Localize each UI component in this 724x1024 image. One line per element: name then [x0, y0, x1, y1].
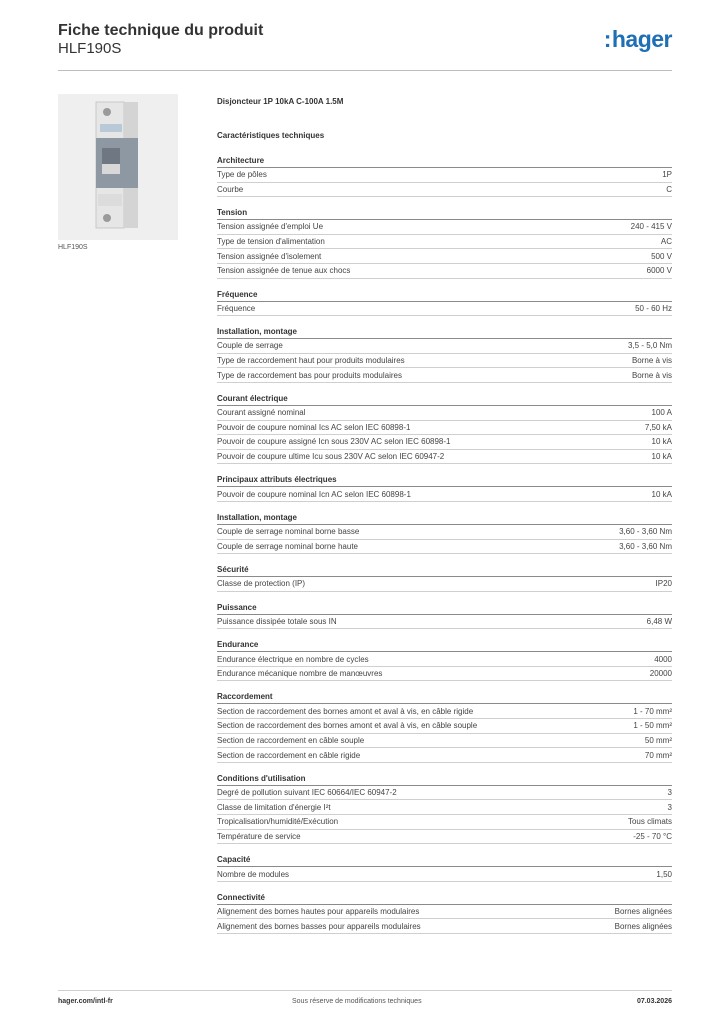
spec-value: 1P	[662, 170, 672, 180]
spec-group	[217, 853, 672, 882]
spec-value: C	[666, 184, 672, 194]
spec-row	[217, 577, 672, 592]
spec-group	[217, 690, 672, 762]
spec-value: 100 A	[651, 408, 672, 418]
spec-label: Classe de protection (IP)	[217, 579, 306, 589]
spec-label: Endurance électrique en nombre de cycles	[217, 654, 369, 664]
spec-group-title: Principaux attributs électriques	[217, 473, 672, 487]
spec-value: IP20	[655, 579, 672, 589]
spec-group	[217, 601, 672, 630]
spec-row	[217, 354, 672, 369]
spec-group-title: Endurance	[217, 638, 672, 652]
spec-row	[217, 487, 672, 502]
spec-label: Type de raccordement bas pour produits modulaires	[217, 370, 402, 380]
spec-group	[217, 772, 672, 844]
spec-group	[217, 563, 672, 592]
spec-label: Alignement des bornes basses pour appareils modulaires	[217, 921, 421, 931]
spec-row	[217, 867, 672, 882]
spec-row	[217, 652, 672, 667]
spec-row	[217, 406, 672, 421]
spec-label: Section de raccordement en câble rigide	[217, 750, 361, 760]
spec-group-title: Capacité	[217, 853, 672, 867]
spec-label: Couple de serrage nominal borne basse	[217, 527, 360, 537]
spec-label: Section de raccordement des bornes amont et aval à vis, en câble souple	[217, 721, 478, 731]
spec-group	[217, 288, 672, 317]
spec-row	[217, 748, 672, 763]
spec-value: 3,5 - 5,0 Nm	[627, 341, 672, 351]
spec-label: Pouvoir de coupure nominal Ics AC selon IEC 60898-1	[217, 422, 411, 432]
spec-row	[217, 421, 672, 436]
spec-label: Section de raccordement des bornes amont et aval à vis, en câble rigide	[217, 706, 474, 716]
spec-value: 3,60 - 3,60 Nm	[619, 527, 672, 537]
page-header	[58, 22, 672, 71]
product-name: Disjoncteur 1P 10kA C-100A 1.5M	[217, 97, 344, 106]
spec-value: AC	[660, 237, 672, 247]
spec-row	[217, 450, 672, 465]
specs-title: Caractéristiques techniques	[217, 131, 325, 140]
spec-row	[217, 249, 672, 264]
spec-value: 6000 V	[646, 266, 672, 276]
spec-value: 6,48 W	[646, 616, 672, 626]
spec-value: 10 kA	[651, 489, 672, 499]
spec-value: 50 mm²	[644, 735, 672, 745]
spec-group-title: Architecture	[217, 154, 672, 168]
spec-value: -25 - 70 °C	[633, 831, 672, 841]
spec-row	[217, 302, 672, 317]
spec-value: Bornes alignées	[614, 907, 672, 917]
spec-row	[217, 815, 672, 830]
spec-value: 3,60 - 3,60 Nm	[619, 541, 672, 551]
spec-label: Tension assignée de tenue aux chocs	[217, 266, 351, 276]
spec-group-title: Fréquence	[217, 288, 672, 302]
spec-row	[217, 734, 672, 749]
spec-row	[217, 183, 672, 198]
spec-group	[217, 154, 672, 197]
spec-row	[217, 540, 672, 555]
spec-row	[217, 905, 672, 920]
spec-group-title: Tension	[217, 206, 672, 220]
spec-label: Alignement des bornes hautes pour appareils modulaires	[217, 907, 420, 917]
spec-group-title: Connectivité	[217, 891, 672, 905]
spec-value: 3	[667, 788, 672, 798]
spec-value: 1 - 50 mm²	[633, 721, 672, 731]
spec-row	[217, 667, 672, 682]
spec-value: 4000	[654, 654, 672, 664]
spec-row	[217, 339, 672, 354]
spec-row	[217, 368, 672, 383]
spec-group-title: Installation, montage	[217, 325, 672, 339]
spec-row	[217, 719, 672, 734]
spec-row	[217, 235, 672, 250]
spec-row	[217, 704, 672, 719]
spec-group-title: Conditions d'utilisation	[217, 772, 672, 786]
spec-label: Endurance mécanique nombre de manœuvres	[217, 669, 383, 679]
spec-label: Puissance dissipée totale sous IN	[217, 616, 337, 626]
spec-label: Tropicalisation/humidité/Exécution	[217, 817, 339, 827]
spec-value: Bornes alignées	[614, 921, 672, 931]
circuit-breaker-illustration	[58, 94, 178, 240]
spec-row	[217, 786, 672, 801]
spec-value: 1 - 70 mm²	[633, 706, 672, 716]
spec-row	[217, 615, 672, 630]
spec-value: Borne à vis	[631, 356, 672, 366]
logo-text: hager	[611, 26, 672, 52]
footer-note: Sous réserve de modifications techniques	[292, 998, 422, 1005]
spec-group	[217, 392, 672, 464]
hager-logo: :hager	[603, 26, 672, 52]
spec-label: Température de service	[217, 831, 301, 841]
spec-row	[217, 264, 672, 279]
spec-row	[217, 830, 672, 845]
spec-label: Section de raccordement en câble souple	[217, 735, 365, 745]
spec-label: Degré de pollution suivant IEC 60664/IEC 60947-2	[217, 788, 397, 798]
footer-date: 07.03.2026	[636, 998, 672, 1005]
spec-group-title: Installation, montage	[217, 511, 672, 525]
spec-label: Couple de serrage nominal borne haute	[217, 541, 358, 551]
page-title: Fiche technique du produit	[58, 22, 264, 39]
spec-row	[217, 435, 672, 450]
spec-label: Tension assignée d'isolement	[217, 251, 322, 261]
spec-label: Courbe	[217, 184, 244, 194]
spec-value: 500 V	[651, 251, 672, 261]
spec-group-title: Courant électrique	[217, 392, 672, 406]
spec-group	[217, 891, 672, 934]
spec-row	[217, 919, 672, 934]
spec-label: Tension assignée d'emploi Ue	[217, 222, 324, 232]
spec-group	[217, 473, 672, 502]
spec-sheet	[217, 96, 672, 943]
spec-label: Couple de serrage	[217, 341, 283, 351]
spec-row	[217, 525, 672, 540]
spec-value: Tous climats	[627, 817, 672, 827]
image-caption: HLF190S	[58, 244, 88, 251]
spec-row	[217, 220, 672, 235]
spec-value: 50 - 60 Hz	[635, 303, 672, 313]
spec-label: Type de tension d'alimentation	[217, 237, 325, 247]
spec-value: 3	[667, 802, 672, 812]
product-image	[58, 94, 178, 240]
spec-value: 70 mm²	[644, 750, 672, 760]
spec-row	[217, 800, 672, 815]
spec-label: Classe de limitation d'énergie I²t	[217, 802, 331, 812]
product-reference: HLF190S	[58, 40, 122, 57]
spec-group	[217, 206, 672, 278]
spec-value: 10 kA	[651, 452, 672, 462]
spec-label: Pouvoir de coupure ultime Icu sous 230V AC selon IEC 60947-2	[217, 452, 445, 462]
spec-label: Nombre de modules	[217, 869, 290, 879]
spec-value: 7,50 kA	[644, 422, 672, 432]
spec-value: Borne à vis	[631, 370, 672, 380]
spec-label: Courant assigné nominal	[217, 408, 306, 418]
spec-row	[217, 168, 672, 183]
page-footer	[58, 990, 672, 1013]
spec-label: Type de pôles	[217, 170, 267, 180]
footer-url: hager.com/intl-fr	[58, 998, 113, 1005]
spec-value: 20000	[649, 669, 672, 679]
spec-group-title: Sécurité	[217, 563, 672, 577]
spec-label: Type de raccordement haut pour produits modulaires	[217, 356, 405, 366]
spec-group	[217, 638, 672, 681]
spec-group-title: Raccordement	[217, 690, 672, 704]
spec-label: Pouvoir de coupure assigné Icn sous 230V AC selon IEC 60898-1	[217, 437, 451, 447]
spec-value: 240 - 415 V	[630, 222, 672, 232]
spec-label: Fréquence	[217, 303, 256, 313]
spec-value: 10 kA	[651, 437, 672, 447]
spec-group	[217, 511, 672, 554]
spec-value: 1,50	[656, 869, 672, 879]
spec-group	[217, 325, 672, 383]
spec-label: Pouvoir de coupure nominal Icn AC selon IEC 60898-1	[217, 489, 411, 499]
spec-group-title: Puissance	[217, 601, 672, 615]
spec-groups	[217, 154, 672, 934]
